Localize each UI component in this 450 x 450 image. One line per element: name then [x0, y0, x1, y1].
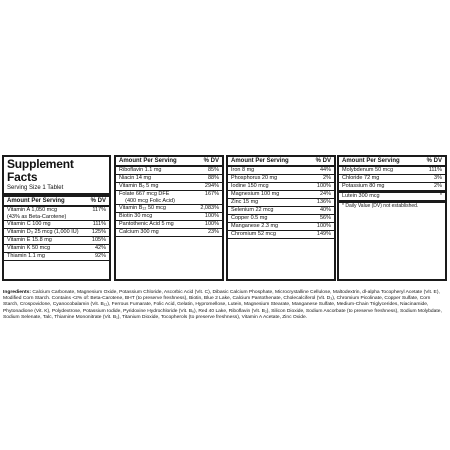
nutrient-name: Copper 0.5 mg	[231, 215, 268, 221]
nutrient-name: Magnesium 100 mg	[231, 191, 280, 197]
nutrient-dv: 100%	[204, 213, 219, 219]
nutrient-dv: 111%	[92, 221, 106, 227]
header-amount: Amount Per Serving	[119, 158, 177, 164]
header-dv: % DV	[426, 158, 442, 164]
nutrient-dv: 125%	[91, 229, 106, 235]
nutrient-name: Selenium 22 mcg	[231, 207, 274, 213]
supplement-facts-panel-2	[114, 155, 224, 281]
nutrient-row	[339, 175, 445, 183]
nutrient-row	[228, 207, 334, 215]
nutrient-name: Thiamin 1.1 mg	[7, 253, 45, 259]
column-header	[4, 197, 109, 207]
ingredients-label: Ingredients:	[3, 290, 31, 295]
nutrient-dv: 24%	[319, 191, 331, 197]
nutrient-row	[116, 229, 222, 237]
nutrient-row	[116, 167, 222, 175]
nutrient-name: Iodine 150 mcg	[231, 183, 269, 189]
nutrient-name: Niacin 14 mg	[119, 175, 152, 181]
nutrient-row	[339, 167, 445, 175]
nutrient-dv: 56%	[319, 215, 331, 221]
nutrient-dv: 117%	[92, 207, 106, 213]
ingredients-text	[3, 290, 447, 321]
ingredients-list: Calcium Carbonate, Magnesium Oxide, Potassium Chloride, Ascorbic Acid (Vit. C), Dibasic Calcium Phosphate, Microcrystalline Cellulose, Maltodextrin, dl-alpha Tocopheryl Acetate (Vit. E), Modified Corn Starch. Contains <2% of: Beta-Carotene, BHT (to preserve freshness), Biotin, Blue 2 Lake, Calcium Pantothenate, Cholecalciferol (Vit. D₃), Chromium Picolinate, Copper Sulfate, Corn Starch, Crospovidone, Cyanocobalamin (Vit. B₁₂), Ferrous Fumarate, Folic Acid, Gelatin, Hypromellose, Lutein, Magnesium Stearate, Manganese Sulfate, Medium-Chain Triglycerides, Niacinamide, Phytonadione (Vit. K), Polydextrose, Potassium Iodide, Pyridoxine Hydrochloride (Vit. B₆), Red 40 Lake, Riboflavin (Vit. B₂), Silicon Dioxide, Sodium Ascorbate (to preserve freshness), Sodium Molybdate, Sodium Selenate, Talc, Thiamine Mononitrate (Vit. B₁), Titanium Dioxide, Tocopherols (to preserve freshness), Vitamin A Acetate, Zinc Oxide.	[3, 290, 442, 320]
column-header	[116, 157, 222, 167]
nutrient-row	[116, 221, 222, 229]
nutrient-dv: 100%	[316, 183, 331, 189]
nutrient-dv: 111%	[428, 167, 442, 173]
nutrient-row	[116, 213, 222, 221]
nutrient-name: Riboflavin 1.1 mg	[119, 167, 162, 173]
nutrient-row	[228, 199, 334, 207]
nutrient-name: Vitamin A 1,050 mcg (43% as Beta-Carotene)	[7, 207, 67, 220]
nutrient-name: Biotin 30 mcg	[119, 213, 153, 219]
header-amount: Amount Per Serving	[7, 198, 65, 204]
header-dv: % DV	[203, 158, 219, 164]
column-header	[339, 157, 445, 167]
nutrient-row	[228, 183, 334, 191]
nutrient-name: Phosphorus 20 mg	[231, 175, 278, 181]
nutrient-row	[116, 205, 222, 213]
lutein-row	[339, 193, 445, 203]
nutrient-name: Molybdenum 50 mcg	[342, 167, 394, 173]
nutrient-name: Manganese 2.3 mg	[231, 223, 279, 229]
nutrient-dv: 92%	[94, 253, 106, 259]
header-dv: % DV	[315, 158, 331, 164]
nutrient-dv: 23%	[207, 229, 219, 235]
nutrient-dv: 294%	[204, 183, 219, 189]
nutrient-name: Vitamin B₆ 5 mg	[119, 183, 159, 189]
nutrient-row	[228, 167, 334, 175]
header-amount: Amount Per Serving	[231, 158, 289, 164]
nutrient-row	[116, 183, 222, 191]
nutrient-name: Vitamin D₃ 25 mcg (1,000 IU)	[7, 229, 79, 235]
nutrient-dv: 167%	[204, 191, 219, 197]
nutrient-dv: *	[439, 193, 442, 199]
nutrient-row	[228, 175, 334, 183]
nutrient-row	[228, 231, 334, 239]
nutrient-name: Vitamin B₁₂ 50 mcg	[119, 205, 166, 211]
nutrient-name: Lutein 300 mcg	[342, 193, 380, 199]
header-dv: % DV	[90, 198, 106, 204]
nutrient-name: Chloride 72 mg	[342, 175, 380, 181]
nutrient-dv: 100%	[316, 223, 331, 229]
nutrient-dv: 44%	[319, 167, 331, 173]
nutrient-dv: 149%	[316, 231, 331, 237]
nutrient-row	[228, 191, 334, 199]
serving-size: Serving Size 1 Tablet	[7, 185, 64, 191]
nutrient-name: Iron 8 mg	[231, 167, 255, 173]
nutrient-row	[4, 229, 109, 237]
supplement-facts-panel-1	[2, 155, 111, 281]
nutrient-row	[4, 221, 109, 229]
nutrient-row	[4, 253, 109, 261]
nutrient-dv: 2,083%	[200, 205, 219, 211]
nutrient-name: Vitamin E 15.8 mg	[7, 237, 52, 243]
nutrient-name: Chromium 52 mcg	[231, 231, 276, 237]
nutrient-dv: 88%	[207, 175, 219, 181]
nutrient-name: Pantothenic Acid 5 mg	[119, 221, 174, 227]
nutrient-dv: 100%	[204, 221, 219, 227]
nutrient-dv: 85%	[207, 167, 219, 173]
panel-title: Supplement Facts	[7, 157, 74, 184]
nutrient-row	[4, 245, 109, 253]
nutrient-dv: 42%	[94, 245, 106, 251]
nutrient-name: Calcium 300 mg	[119, 229, 159, 235]
nutrient-dv: 2%	[434, 183, 442, 189]
nutrient-dv: 40%	[319, 207, 331, 213]
nutrient-row	[339, 183, 445, 193]
nutrient-dv: 2%	[323, 175, 331, 181]
nutrient-name: Folate 667 mcg DFE (400 mcg Folic Acid)	[119, 191, 175, 204]
nutrient-row	[116, 191, 222, 205]
nutrient-dv: 136%	[316, 199, 331, 205]
column-header	[228, 157, 334, 167]
nutrient-row	[4, 237, 109, 245]
nutrient-row	[228, 215, 334, 223]
nutrient-dv: 105%	[91, 237, 106, 243]
nutrient-name: Vitamin C 100 mg	[7, 221, 51, 227]
nutrient-name: Zinc 15 mg	[231, 199, 259, 205]
supplement-facts-panel-4	[337, 155, 447, 281]
nutrient-row	[228, 223, 334, 231]
nutrient-name: Vitamin K 50 mcg	[7, 245, 51, 251]
nutrient-row	[4, 207, 109, 221]
nutrient-row	[116, 175, 222, 183]
nutrient-dv: 3%	[434, 175, 442, 181]
supplement-facts-panel-3	[226, 155, 336, 281]
header-amount: Amount Per Serving	[342, 158, 400, 164]
dv-footnote: * Daily Value (DV) not established.	[342, 203, 419, 209]
nutrient-name: Potassium 80 mg	[342, 183, 385, 189]
